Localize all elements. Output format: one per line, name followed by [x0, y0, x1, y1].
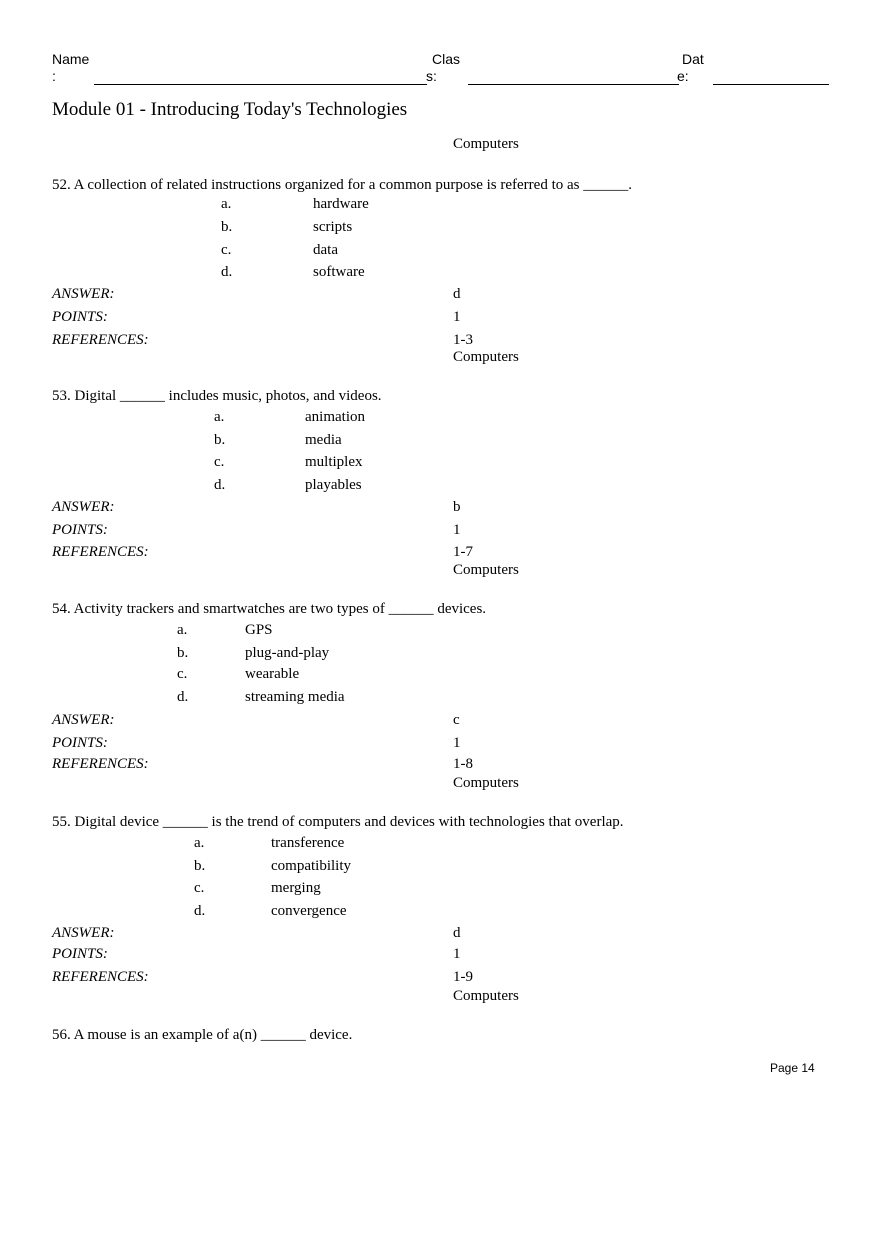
page-title: Module 01 - Introducing Today's Technologies [52, 99, 408, 120]
answer-value: d [453, 925, 461, 941]
points-label: POINTS: [52, 309, 108, 325]
option-letter: d. [221, 264, 233, 280]
option-letter: b. [221, 219, 233, 235]
option-text: plug-and-play [245, 645, 330, 661]
page-number: Page 14 [770, 1061, 815, 1075]
references-label: REFERENCES: [52, 756, 149, 772]
option-text: streaming media [245, 689, 345, 705]
reference-page: 1-9 [453, 969, 473, 985]
date-label-top: Dat [682, 51, 704, 67]
option-letter: b. [194, 858, 206, 874]
answer-label: ANSWER: [52, 499, 115, 515]
question-text: 54. Activity trackers and smartwatches are two types of ______ devices. [52, 601, 487, 617]
class-line [468, 84, 679, 85]
question-text: 53. Digital ______ includes music, photos, and videos. [52, 388, 382, 404]
option-text: convergence [271, 903, 347, 919]
option-letter: a. [194, 835, 205, 851]
option-letter: d. [177, 689, 189, 705]
option-text: software [313, 264, 365, 280]
reference-page: 1-8 [453, 756, 473, 772]
question-text: 55. Digital device ______ is the trend of computers and devices with technologies that overlap. [52, 814, 624, 830]
date-line [713, 84, 829, 85]
points-label: POINTS: [52, 946, 108, 962]
points-value: 1 [453, 522, 461, 538]
option-letter: a. [177, 622, 188, 638]
answer-value: c [453, 712, 460, 728]
name-line [94, 84, 427, 85]
answer-label: ANSWER: [52, 712, 115, 728]
name-label-bottom: : [52, 68, 56, 84]
answer-label: ANSWER: [52, 925, 115, 941]
reference-topic: Computers [453, 988, 519, 1004]
option-text: merging [271, 880, 321, 896]
option-text: playables [305, 477, 362, 493]
option-letter: c. [177, 666, 188, 682]
top-reference: Computers [453, 136, 519, 152]
reference-topic: Computers [453, 562, 519, 578]
points-value: 1 [453, 735, 461, 751]
class-label-top: Clas [432, 51, 461, 67]
answer-value: b [453, 499, 461, 515]
option-text: multiplex [305, 454, 363, 470]
points-value: 1 [453, 946, 461, 962]
answer-value: d [453, 286, 461, 302]
option-text: wearable [245, 666, 300, 682]
option-text: hardware [313, 196, 369, 212]
option-letter: d. [194, 903, 206, 919]
option-text: GPS [245, 622, 273, 638]
option-text: scripts [313, 219, 353, 235]
points-value: 1 [453, 309, 461, 325]
reference-page: 1-3 [453, 332, 473, 348]
option-letter: d. [214, 477, 226, 493]
reference-topic: Computers [453, 349, 519, 365]
option-text: animation [305, 409, 365, 425]
answer-label: ANSWER: [52, 286, 115, 302]
name-label-top: Name [52, 51, 90, 67]
reference-page: 1-7 [453, 544, 473, 560]
option-letter: c. [194, 880, 205, 896]
option-letter: b. [214, 432, 226, 448]
option-letter: a. [221, 196, 232, 212]
question-text: 52. A collection of related instructions organized for a common purpose is referred to as ______. [52, 177, 632, 193]
references-label: REFERENCES: [52, 969, 149, 985]
option-text: media [305, 432, 342, 448]
reference-topic: Computers [453, 775, 519, 791]
class-label-bottom: s: [426, 68, 437, 84]
references-label: REFERENCES: [52, 544, 149, 560]
option-text: transference [271, 835, 345, 851]
date-label-bottom: e: [677, 68, 689, 84]
option-letter: a. [214, 409, 225, 425]
points-label: POINTS: [52, 522, 108, 538]
references-label: REFERENCES: [52, 332, 149, 348]
option-letter: b. [177, 645, 189, 661]
option-text: compatibility [271, 858, 351, 874]
option-text: data [313, 242, 338, 258]
option-letter: c. [221, 242, 232, 258]
points-label: POINTS: [52, 735, 108, 751]
option-letter: c. [214, 454, 225, 470]
question-text: 56. A mouse is an example of a(n) ______ device. [52, 1027, 353, 1043]
